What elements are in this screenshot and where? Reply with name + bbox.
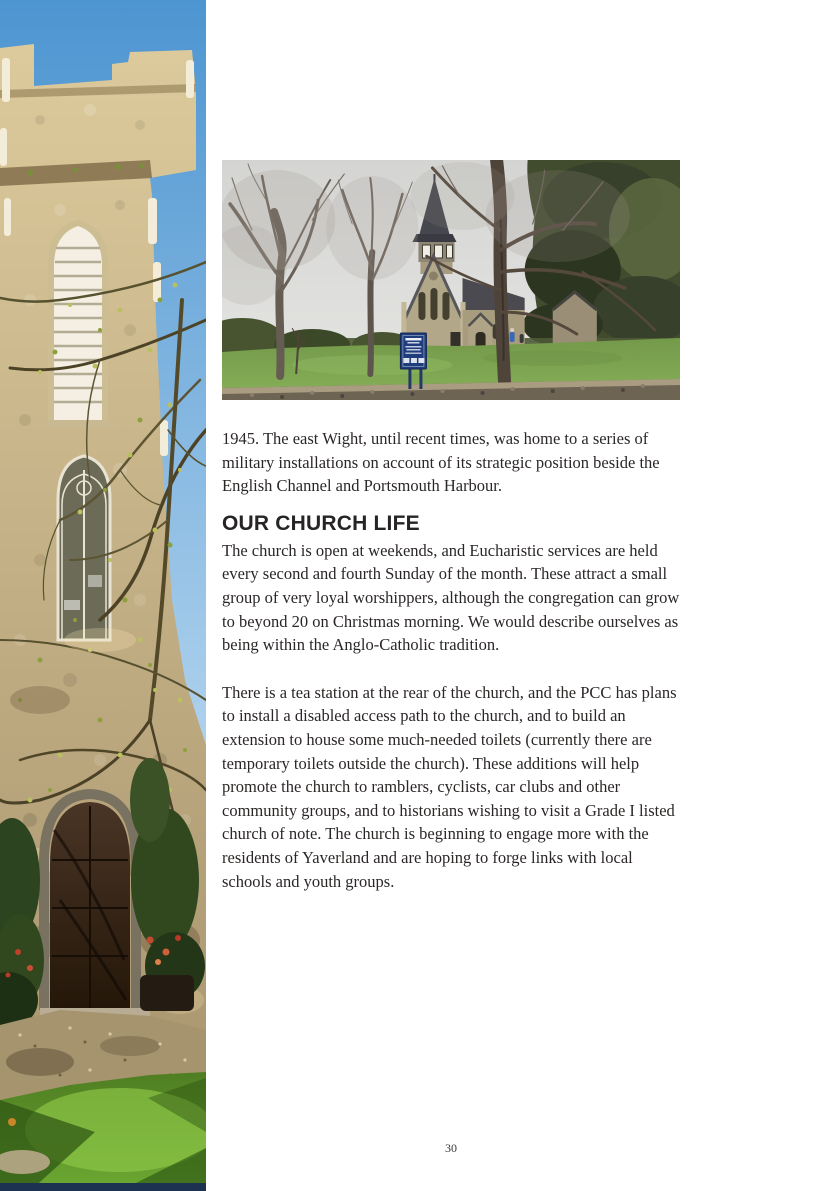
church-grounds-illustration: [222, 160, 680, 400]
sidebar-bottom-strip: [0, 1183, 206, 1191]
section-heading: OUR CHURCH LIFE: [222, 511, 420, 535]
body-paragraph-2: There is a tea station at the rear of the church, and the PCC has plans to install a disabled access path to the church, and to build an extension to house some much-needed toilets (currently there are temporary toilets outside the church). These additions will help promote the church to ramblers, cyclists, car clubs and other community groups, and to historians wishing to visit a Grade I listed church of note. The church is beginning to engage more with the residents of Yaverland and are hoping to forge links with local schools and youth groups.: [222, 682, 677, 891]
intro-paragraph: 1945. The east Wight, until recent times, was home to a series of military installations on account of its strategic position beside the English Channel and Portsmouth Harbour.: [222, 429, 660, 496]
content-column: [222, 0, 680, 893]
church-tower-illustration: [0, 0, 206, 1191]
glazed-window: [58, 456, 110, 640]
louvred-window: [46, 220, 110, 428]
body-paragraph-1: The church is open at weekends, and Eucharistic services are held every second and fourth Sunday of the month. These attract a small group of very loyal worshippers, although the congregation can grow to beyond 20 on Christmas morning. We would describe ourselves as being within the Anglo-Catholic tradition.: [222, 540, 680, 655]
lancet-windows: [418, 288, 449, 320]
page-number: 30: [445, 1141, 457, 1155]
church-grounds-photo: [222, 160, 680, 400]
sidebar-church-tower-photo: [0, 0, 206, 1191]
monument: [450, 332, 460, 348]
